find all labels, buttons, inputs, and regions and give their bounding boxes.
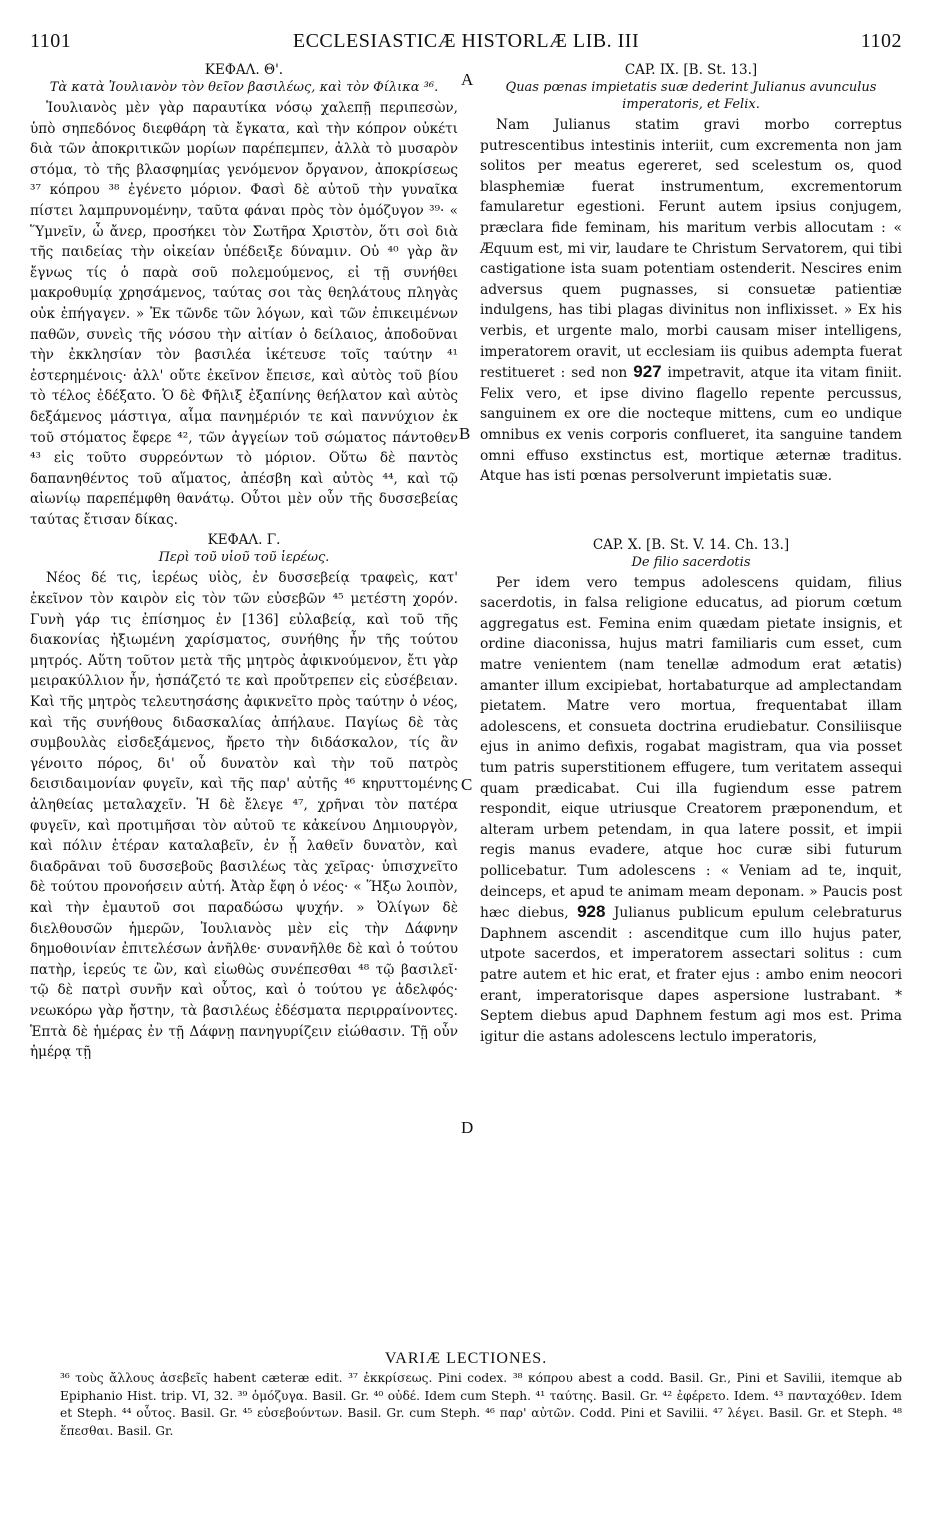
latin-chapter-9-heading: CAP. IX. [B. St. 13.]: [624, 62, 758, 78]
margin-letter-d: D: [461, 1118, 474, 1137]
variae-title: VARIÆ LECTIONES.: [384, 1350, 548, 1367]
latin-column: [480, 62, 902, 1047]
latin-chapter-10-text-part1: Per idem vero tempus adolescens quidam, filius sacerdotis, in falsa religione educatus, ad piorum cœtum aggregatus est. Femina enim quædam pietate insignis, et ordine diaconissa, hujus matri familiaris cum esset, cum matre venientem (nam tenellæ admodum erat ætatis) amanter illum excipiebat, hortabaturque ad amplectandam pietatem. Matre vero mortua, frequentabat illam adolescens, et consueta doctrina erudiebatur. Consiliisque ejus in animo defixis, rogabat magistram, qua via posset tum patris superstitionem effugere, tum veritatem assequi quam prædicabat. Cui illa fugiendum esse patrem respondit, eique utriusque Creatorem præponendum, et alteram urbem petendam, in qua latere possit, et impii regis manus evadere, atque hoc curæ sibi futurum pollicebatur. Tum adolescens : « Veniam ad te, inquit, deinceps, et apud te animam meam deponam. » Paucis post hæc diebus,: [480, 574, 902, 922]
latin-chapter-9-text-part1: Nam Julianus statim gravi morbo correptus putrescentibus intestinis interiit, cum excrementa non jam solitos per meatus egereret, sed scelestum os, quod blasphemiæ fuerat instrumentum, excrementorum famularetur egestioni. Ferunt autem ipsius conjugem, præclara fide feminam, his maritum verbis allocutam : « Æquum est, mi vir, laudare te Christum Servatorem, qui tibi castigatione ista suam potentiam ostenderit. Nescires enim adversus quem pugnasses, si consuetæ patientiæ indulgens, has tibi plagas divinitus non inflixisset. » Ex his verbis, et urgente malo, morbi causam miser intelligens, imperatorem oravit, ut ecclesiam iis quibus adempta fuerat restitueret : sed non: [480, 117, 902, 382]
running-title: ECCLESIASTICÆ HISTORLÆ LIB. III: [292, 30, 640, 52]
variae-lectiones: [30, 1350, 902, 1440]
greek-chapter-9-text: Ἰουλιανὸς μὲν γὰρ παραυτίκα νόσῳ χαλεπῇ περιπεσὼν, ὑπὸ σηπεδόνος διεφθάρη τὰ ἔγκατα, καὶ τὴν κόπρον οὐκέτι διὰ τῶν ἀποκριτικῶν μορίων παρέπεμπεν, ἀλλὰ τὸ μυσαρὸν στόμα, τὸ τῆς βλασφημίας γενόμενον ὄργανον, ἀποκρίσεως ³⁷ κόπρου ³⁸ ἐγένετο μόριον. Φασὶ δὲ αὐτοῦ τὴν γυναῖκα πίστει λαμπρυνομένην, ταῦτα φάναι πρὸς τὸν ὁμόζυγον ³⁹· « Ὕμνεῖν, ὦ ἄνερ, προσήκει τὸν Σωτῆρα Χριστὸν, ὅτι σοὶ διὰ τῆς παιδείας τὴν οἰκείαν ὑπέδειξε δύναμιν. Οὐ ⁴⁰ γὰρ ἂν ἔγνως τίς ὁ παρὰ σοῦ πολεμούμενος, εἰ τῇ συνήθει μακροθυμίᾳ χρησάμενος, ταύτας σοι τὰς θεηλάτους πληγὰς οὐκ ἐπήγαγεν. » Ἐκ τῶνδε τῶν λόγων, καὶ τῶν ἐπικειμένων παθῶν, συνεὶς τῆς νόσου τὴν αἰτίαν ὁ δείλαιος, ἀποδοῦναι τὴν ἐκκλησίαν τὸν βασιλέα ἱκέτευσε τοῖς ταύτην ⁴¹ ἐστερημένοις· ἀλλ' οὔτε ἐκεῖνον ἔπεισε, καὶ αὐτὸς τοῦ βίου τὸ τέλος ἐδέξατο. Ὁ δὲ Φῆλιξ ἐξαπίνης θεήλατον καὶ αὐτὸς δεξάμενος μάστιγα, αἷμα πανημέριόν τε καὶ παννύχιον ἐκ τοῦ στόματος ἔφερε ⁴², τῶν ἀγγείων τοῦ σώματος πάντοθεν ⁴³ εἰς τοῦτο συρρεόντων τὸ μόριον. Οὕτω δὲ παντὸς δαπανηθέντος τοῦ αἵματος, ἀπέσβη καὶ αὐτὸς ⁴⁴, καὶ τῷ αἰωνίῳ παρεπέμφθη θανάτῳ. Οὗτοι μὲν οὖν τῆς δυσσεβείας ταύτας ἔτισαν δίκας.: [30, 100, 458, 528]
latin-chapter-10-heading: CAP. X. [B. St. V. 14. Ch. 13.]: [592, 536, 790, 553]
latin-chapter-10-subtitle: De filio sacerdotis: [631, 554, 751, 570]
variae-text: ³⁶ τοὺς ἄλλους ἀσεβεῖς habent cæteræ edit. ³⁷ ἐκκρίσεως. Pini codex. ³⁸ κόπρου abest a codd. Basil. Gr., Pini et Savilii, itemque ab Epiphanio Hist. trip. VI, 32. ³⁹ ὁμόζυγα. Basil. Gr. ⁴⁰ οὐδέ. Idem cum Steph. ⁴¹ ταύτης. Basil. Gr. ⁴² ἐφέρετο. Idem. ⁴³ πανταχόθεν. Idem et Steph. ⁴⁴ οὗτος. Basil. Gr. ⁴⁵ εὐσεβούντων. Basil. Gr. cum Steph. ⁴⁶ παρ' αὐτῶν. Codd. Pini et Savilii. ⁴⁷ λέγει. Basil. Gr. et Steph. ⁴⁸ ἕπεσθαι. Basil. Gr.: [60, 1371, 902, 1438]
latin-chapter-10-text-part2: Julianus publicum epulum celebraturus Daphnem ascendit : ascenditque cum illo hujus pater, utpote sacerdos, et imperatorem assectari solitus : cum patre autem et hic erat, et frater ejus : ambo enim neocori erant, imperatorisque dapes aspersione lustrabant. * Septem diebus apud Daphnem festum agi mos est. Prima igitur die astans adolescens lectulo imperatoris,: [480, 905, 903, 1045]
greek-column: [30, 62, 458, 1063]
margin-letter-c: C: [461, 775, 473, 794]
page-number-left: 1101: [30, 30, 72, 52]
greek-chapter-9-subtitle: Τὰ κατὰ Ἰουλιανὸν τὸν θεῖον βασιλέως, καὶ τὸν Φίλικα ³⁶.: [49, 80, 439, 95]
latin-chapter-9-text-part2: impetravit, atque ita vitam finiit. Felix vero, et ipse divino flagello repente percussus, sanguinem ex ore die nocteque mittens, cum eo undique omnibus ex venis corporis conflueret, ita sanguine tandem omni effuso exstinctus est, mortique æternæ traditus. Atque has isti pœnas persolverunt impietatis suæ.: [480, 365, 902, 485]
latin-chapter-10-text: [480, 573, 902, 1048]
margin-letter-a: A: [461, 70, 474, 89]
running-head: [30, 30, 902, 56]
greek-chapter-9-heading: ΚΕΦΑΛ. Θ'.: [204, 62, 284, 78]
spacer: [480, 487, 902, 537]
greek-chapter-10-subtitle: Περὶ τοῦ υἱοῦ τοῦ ἱερέως.: [158, 550, 330, 566]
greek-chapter-10-text: Νέος δέ τις, ἱερέως υἱὸς, ἐν δυσσεβείᾳ τραφεὶς, κατ' ἐκεῖνον τὸν καιρὸν εἰς τὸν τῶν εὐσεβῶν ⁴⁵ μετέστη χορόν. Γυνὴ γάρ τις ἐπίσημος ἐν [136] εὐλαβείᾳ, καὶ τοῦ τῆς διακονίας ἠξιωμένη χαρίσματος, συνήθης ἦν τῆς τούτου μητρός. Αὕτη τοῦτον μετὰ τῆς μητρὸς ἀφικνούμενον, ἔτι γὰρ μειρακύλλιον ἦν, ἠσπάζετό τε καὶ προὔτρεπεν εἰς εὐσέβειαν. Καὶ τῆς μητρὸς τελευτησάσης ἀφικνεῖτο πρὸς ταύτην ὁ νέος, καὶ τῆς συνήθους διδασκαλίας ἀπήλαυε. Παγίως δὲ τὰς συμβουλὰς εἰσδεξάμενος, ἤρετο τὴν διδάσκαλον, τίς ἂν γένοιτο πόρος, δι' οὗ δυνατὸν καὶ τὴν τοῦ πατρὸς δεισιδαιμονίαν φυγεῖν, καὶ τῆς παρ' αὐτῆς ⁴⁶ κηρυττομένης ἀληθείας μεταλαχεῖν. Ἡ δὲ ἔλεγε ⁴⁷, χρῆναι τὸν πατέρα φυγεῖν, καὶ προτιμῆσαι τὸν αὐτοῦ τε κἀκείνου Δημιουργὸν, καὶ πόλιν ἑτέραν καταλαβεῖν, ἐν ᾗ λαθεῖν δυνατὸν, καὶ διαδρᾶναι τοῦ δυσσεβοῦς βασιλέως τὰς χεῖρας· ὑπισχνεῖτο δὲ τούτου προνοήσειν αὐτή. Ἀτὰρ ἔφη ὁ νέος· « Ἥξω λοιπὸν, καὶ τὴν ἐμαυτοῦ σοι παραδώσω ψυχήν. » Ὀλίγων δὲ διελθουσῶν ἡμερῶν, Ἰουλιανὸς μὲν εἰς τὴν Δάφνην δημοθοινίαν ἐπιτελέσων ἀνῆλθε· συνανῆλθε δὲ καὶ ὁ τούτου πατὴρ, ἱερεύς τε ὢν, καὶ εἰωθὼς συνέπεσθαι ⁴⁸ τῷ βασιλεῖ· τῷ δὲ πατρὶ συνῆν καὶ οὗτος, καὶ ὁ τούτου γε ἀδελφός· νεωκόρω γὰρ ἤστην, τὰ βασιλέως ἐδέσματα περιρραίνοντες. Ἑπτὰ δὲ ἡμέρας ἐν τῇ Δάφνῃ πανηγυρίζειν εἰώθασιν. Τῇ οὖν ἡμέρᾳ τῇ: [30, 570, 458, 1061]
margin-letter-b: B: [459, 424, 471, 443]
latin-chapter-9-subtitle: Quas pœnas impietatis suæ dederint Julianus avunculus imperatoris, et Felix.: [505, 80, 877, 112]
page-number-right: 1102: [860, 30, 902, 52]
column-number-928: 928: [577, 902, 606, 922]
column-number-927: 927: [633, 362, 662, 382]
latin-chapter-9-text: [480, 115, 902, 487]
greek-chapter-10-heading: ΚΕΦΑΛ. Γ.: [207, 532, 281, 549]
